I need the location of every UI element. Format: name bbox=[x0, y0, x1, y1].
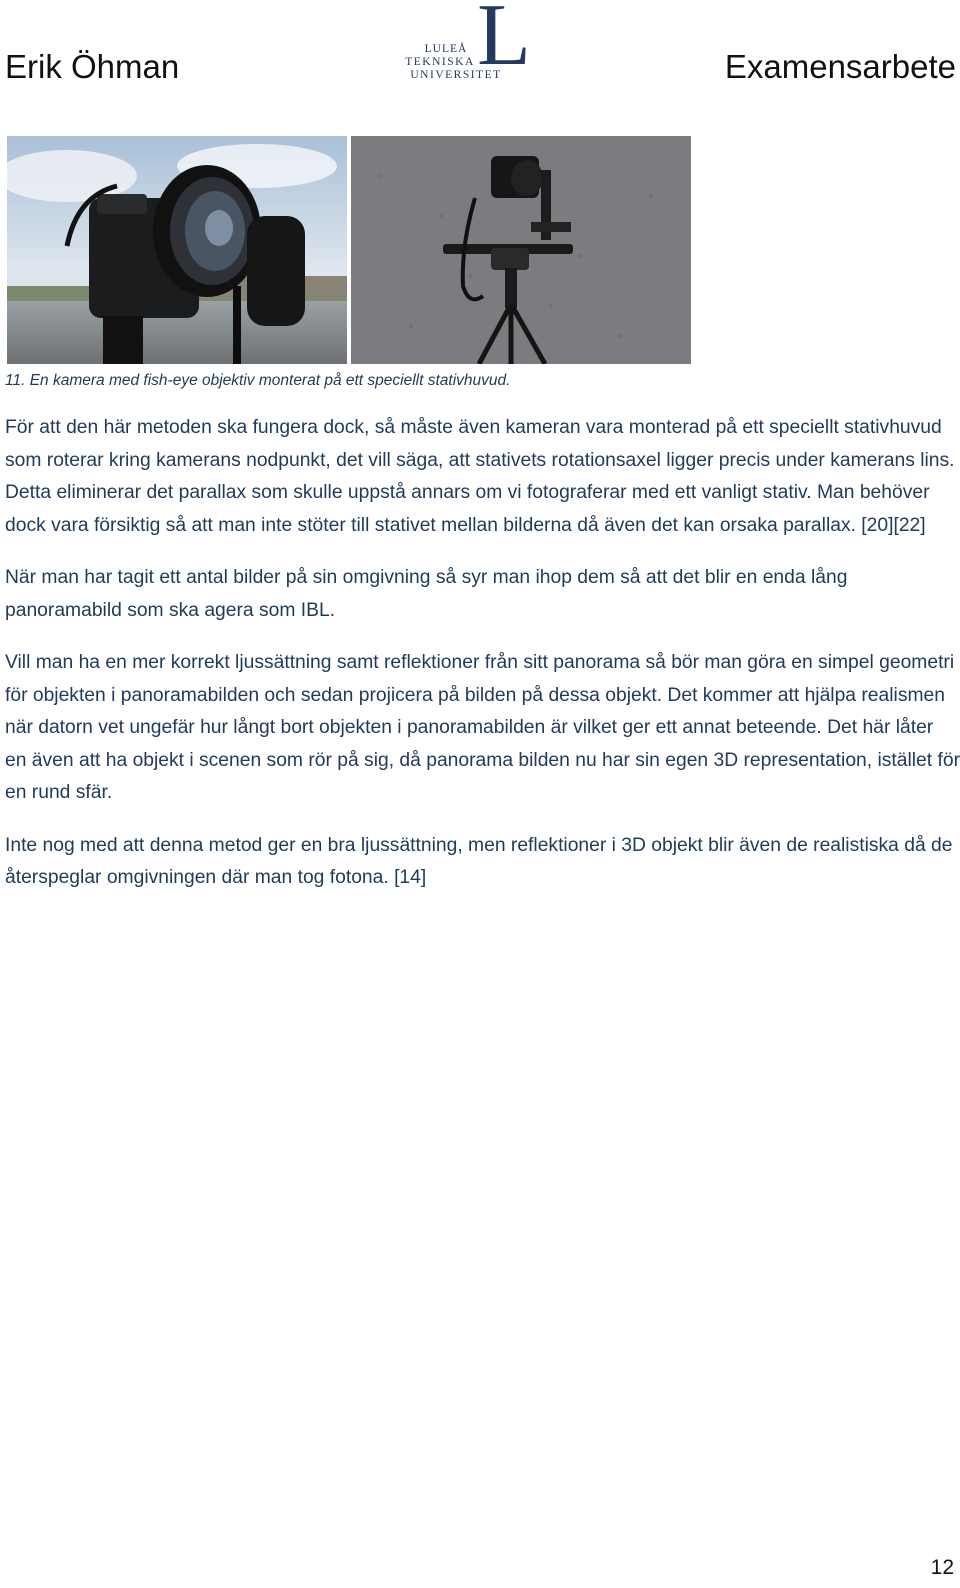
body-text bbox=[5, 412, 960, 915]
logo-emblem-letter: L bbox=[477, 0, 531, 84]
paragraph-3: Vill man ha en mer korrekt ljussättning samt reflektioner från sitt panorama så bör man göra en simpel geometri för objekten i panoramabilden och sedan projicera på bilden på dessa objekt. Det kommer att hjälpa realismen när datorn vet ungefär hur långt bort objekten i panoramabilden är vilket ger ett annat beteende. Det här låter en även att ha objekt i scenen som rör på sig, då panorama bilden nu har sin egen 3D representation, istället för en rund sfär. bbox=[5, 652, 960, 803]
figure-photos bbox=[7, 136, 691, 364]
paragraph-4: Inte nog med att denna metod ger en bra ljussättning, men reflektioner i 3D objekt blir även de realistiska då de återspeglar omgivningen där man tog fotona. [14] bbox=[5, 834, 953, 888]
logo-line-1: LULEÅ bbox=[424, 43, 468, 55]
page-header bbox=[0, 0, 960, 100]
photo-tripod-panorama-head bbox=[351, 136, 691, 364]
university-logo bbox=[404, 0, 554, 86]
page-number: 12 bbox=[930, 1556, 954, 1579]
figure-caption: 11. En kamera med fish-eye objektiv monterat på ett speciellt stativhuvud. bbox=[5, 372, 511, 389]
logo-line-2: TEKNISKA bbox=[405, 56, 475, 68]
photo-fisheye-camera bbox=[7, 136, 347, 364]
document-type: Examensarbete bbox=[724, 48, 956, 85]
logo-line-3: UNIVERSITET bbox=[410, 69, 502, 81]
paragraph-1: För att den här metoden ska fungera dock, så måste även kameran vara monterad på ett speciellt stativhuvud som roterar kring kamerans nodpunkt, det vill säga, att stativets rotationsaxel ligger precis under kamerans lins. Detta eliminerar det parallax som skulle uppstå annars om vi fotograferar med ett vanligt stativ. Man behöver dock vara försiktig så att man inte stöter till stativet mellan bilderna då även det kan orsaka parallax. [20][22] bbox=[5, 417, 955, 536]
paragraph-2: När man har tagit ett antal bilder på sin omgivning så syr man ihop dem så att det blir en enda lång panoramabild som ska agera som IBL. bbox=[5, 567, 848, 621]
author-name: Erik Öhman bbox=[5, 48, 180, 85]
